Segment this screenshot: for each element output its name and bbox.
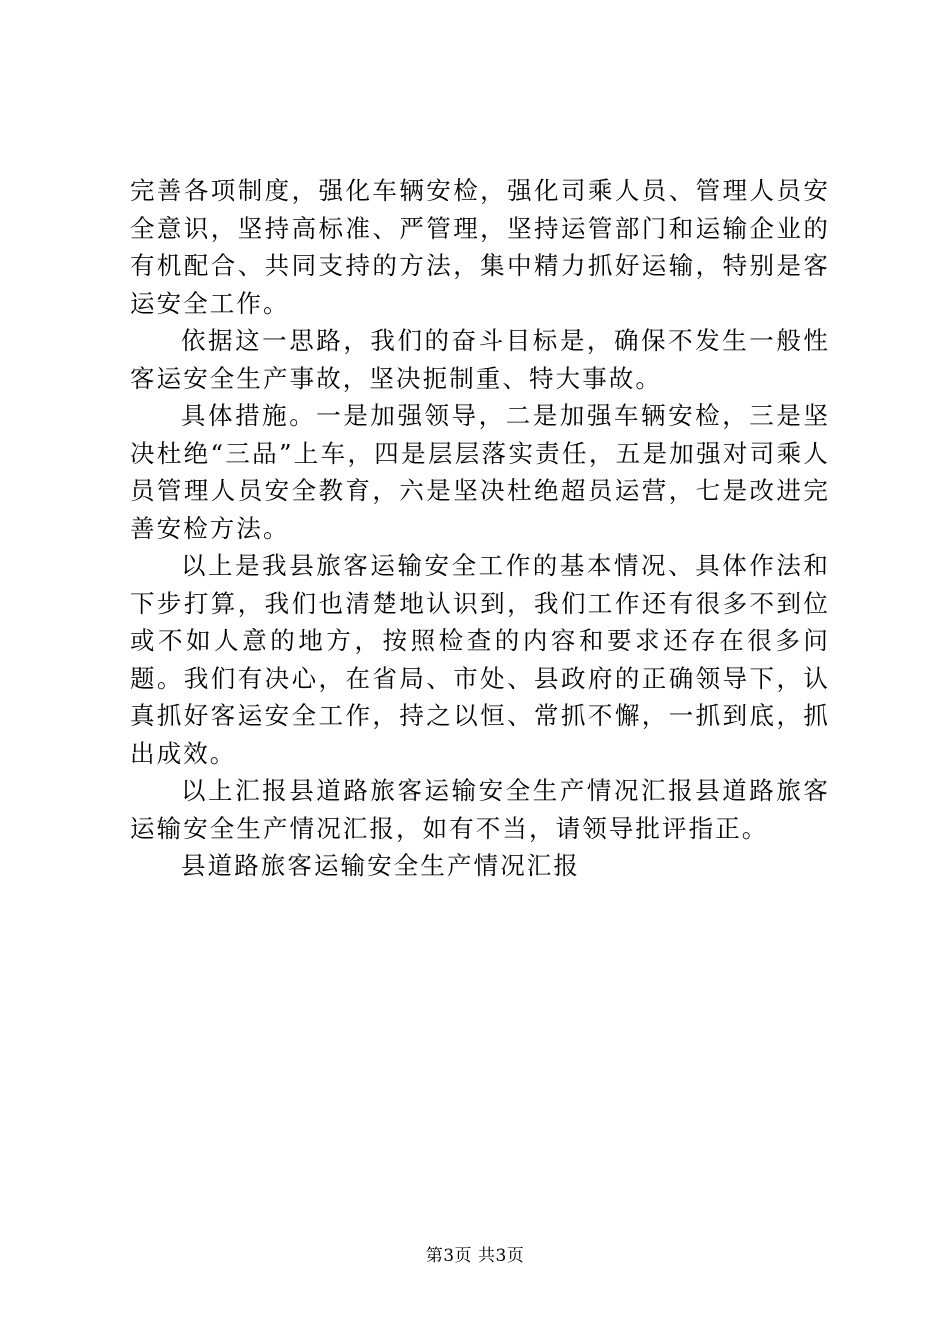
document-body <box>130 172 830 885</box>
paragraph-closing: 以上汇报县道路旅客运输安全生产情况汇报县道路旅客运输安全生产情况汇报，如有不当，请领导批评指正。 <box>130 776 830 843</box>
paragraph-goal: 依据这一思路，我们的奋斗目标是，确保不发生一般性客运安全生产事故，坚决扼制重、特大事故。 <box>130 326 830 393</box>
paragraph-continuation: 完善各项制度，强化车辆安检，强化司乘人员、管理人员安全意识，坚持高标准、严管理，坚持运管部门和运输企业的有机配合、共同支持的方法，集中精力抓好运输，特别是客运安全工作。 <box>130 176 830 318</box>
page-number-footer: 第3页 共3页 <box>425 1246 525 1266</box>
paragraph-measures: 具体措施。一是加强领导，二是加强车辆安检，三是坚决杜绝“三品”上车，四是层层落实责任，五是加强对司乘人员管理人员安全教育，六是坚决杜绝超员运营，七是改进完善安检方法。 <box>130 401 830 543</box>
paragraph-summary: 以上是我县旅客运输安全工作的基本情况、具体作法和下步打算，我们也清楚地认识到，我们工作还有很多不到位或不如人意的地方，按照检查的内容和要求还存在很多问题。我们有决心，在省局、市处、县政府的正确领导下，认真抓好客运安全工作，持之以恒、常抓不懈，一抓到底，抓出成效。 <box>130 551 830 768</box>
paragraph-title-repeat: 县道路旅客运输安全生产情况汇报 <box>181 851 580 880</box>
